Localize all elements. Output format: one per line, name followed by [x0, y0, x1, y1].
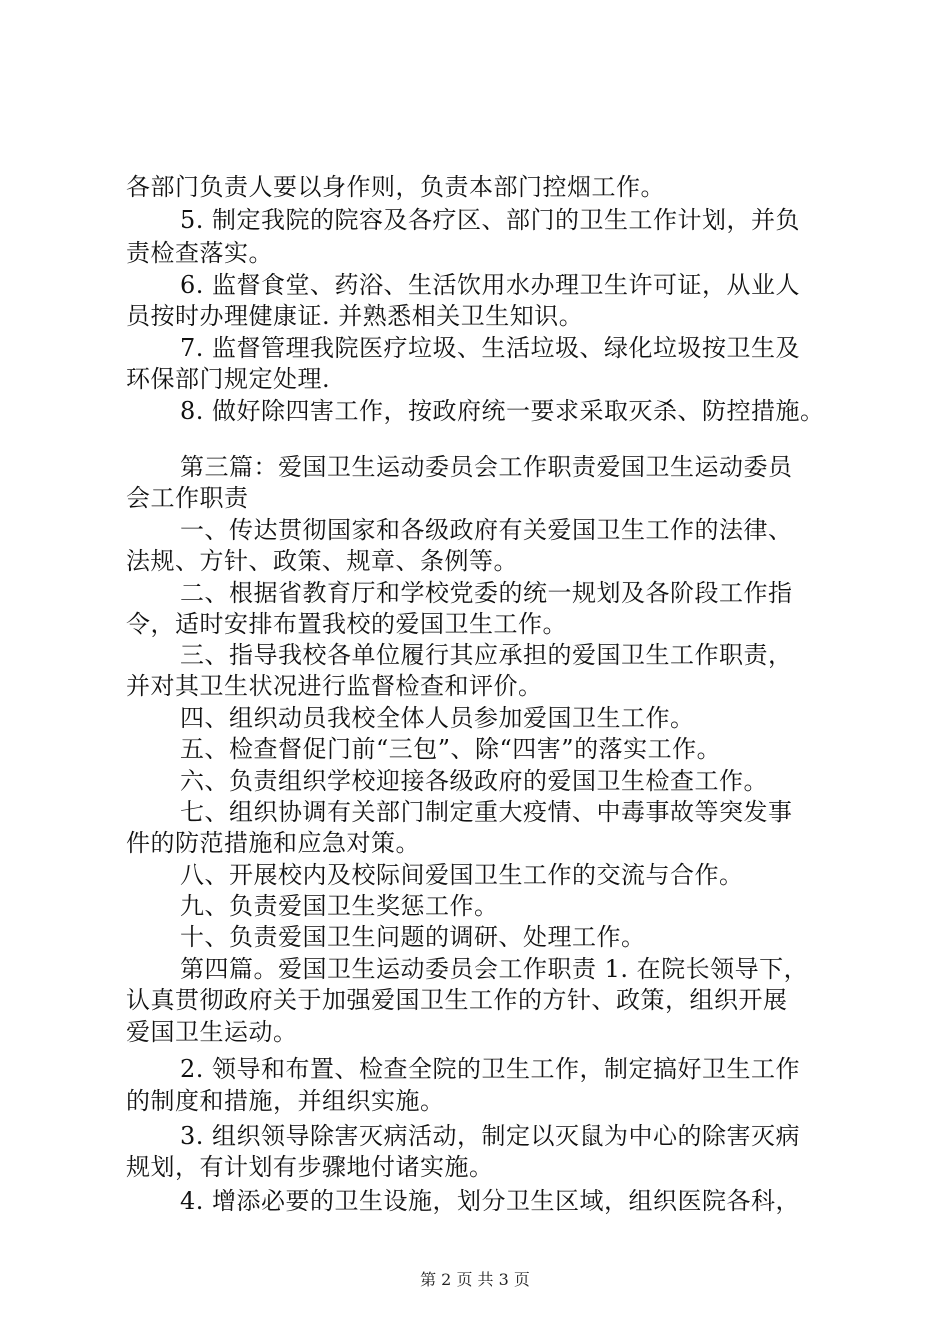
text-line: 法规、方针、政策、规章、条例等。	[126, 547, 518, 575]
text-line: 令，适时安排布置我校的爱国卫生工作。	[126, 610, 567, 638]
text-line: 二、根据省教育厅和学校党委的统一规划及各阶段工作指	[180, 579, 793, 607]
page-number-footer: 第 2 页 共 3 页	[420, 1270, 530, 1289]
text-line: 九、负责爱国卫生奖惩工作。	[180, 892, 499, 920]
text-line: 责检查落实。	[126, 239, 273, 267]
text-line: 环保部门规定处理.	[126, 365, 331, 393]
text-line: 2. 领导和布置、检查全院的卫生工作，制定搞好卫生工作	[180, 1055, 801, 1083]
text-line: 一、传达贯彻国家和各级政府有关爱国卫生工作的法律、	[180, 516, 793, 544]
text-line: 4. 增添必要的卫生设施，划分卫生区域，组织医院各科，	[180, 1187, 801, 1215]
text-line: 的制度和措施，并组织实施。	[126, 1087, 445, 1115]
text-line: 员按时办理健康证. 并熟悉相关卫生知识。	[126, 302, 584, 330]
text-line: 各部门负责人要以身作则，负责本部门控烟工作。	[126, 173, 665, 201]
text-line: 七、组织协调有关部门制定重大疫情、中毒事故等突发事	[180, 798, 793, 826]
text-line: 7. 监督管理我院医疗垃圾、生活垃圾、绿化垃圾按卫生及	[180, 334, 801, 362]
text-line: 爱国卫生运动。	[126, 1018, 298, 1046]
text-line: 规划，有计划有步骤地付诸实施。	[126, 1153, 494, 1181]
text-line: 五、检查督促门前“三包”、除“四害”的落实工作。	[180, 735, 722, 763]
text-line: 并对其卫生状况进行监督检查和评价。	[126, 672, 543, 700]
text-line: 三、指导我校各单位履行其应承担的爱国卫生工作职责，	[180, 641, 793, 669]
text-line: 3. 组织领导除害灭病活动，制定以灭鼠为中心的除害灭病	[180, 1122, 801, 1150]
text-line: 八、开展校内及校际间爱国卫生工作的交流与合作。	[180, 861, 744, 889]
text-line: 6. 监督食堂、药浴、生活饮用水办理卫生许可证，从业人	[180, 271, 801, 299]
text-line: 十、负责爱国卫生问题的调研、处理工作。	[180, 923, 646, 951]
section-heading: 会工作职责	[126, 484, 249, 512]
text-line: 四、组织动员我校全体人员参加爱国卫生工作。	[180, 704, 695, 732]
text-line: 六、负责组织学校迎接各级政府的爱国卫生检查工作。	[180, 767, 768, 795]
text-line: 认真贯彻政府关于加强爱国卫生工作的方针、政策，组织开展	[126, 986, 788, 1014]
text-line: 件的防范措施和应急对策。	[126, 829, 420, 857]
text-line: 8. 做好除四害工作，按政府统一要求采取灭杀、防控措施。	[180, 397, 825, 425]
section-heading: 第四篇。爱国卫生运动委员会工作职责 1. 在院长领导下，	[180, 955, 809, 983]
section-heading: 第三篇：爱国卫生运动委员会工作职责爱国卫生运动委员	[180, 453, 793, 481]
text-line: 5. 制定我院的院容及各疗区、部门的卫生工作计划，并负	[180, 206, 801, 234]
